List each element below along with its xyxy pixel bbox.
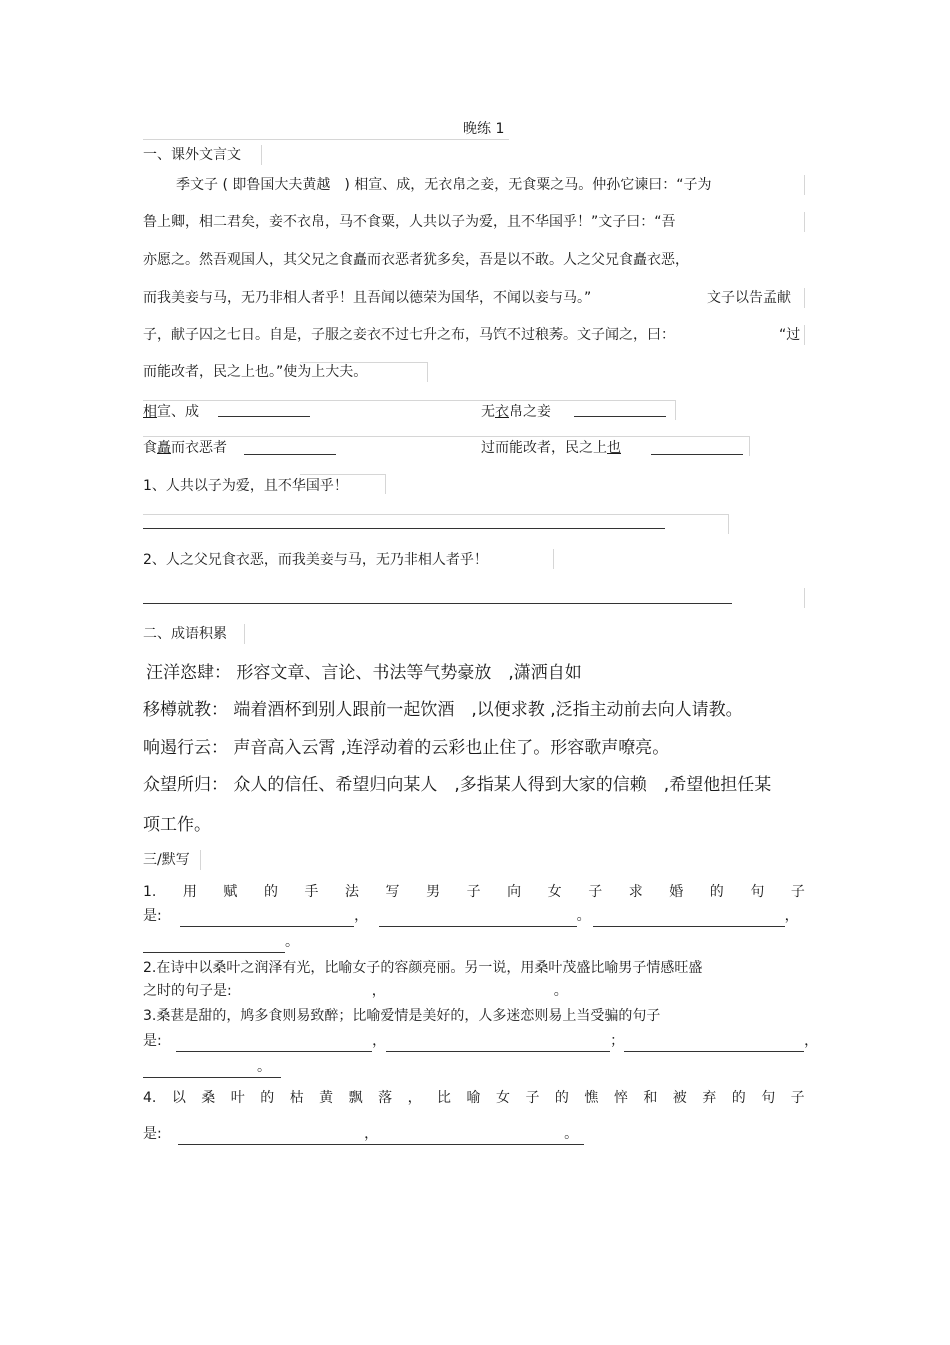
dictation-q2-line1: 2.在诗中以桑叶之润泽有光，比喻女子的容颜亮丽。另一说，用桑叶茂盛比喻男子情感旺盛 — [143, 960, 703, 976]
dictation-q2-line2: 之时的句子是: ， 。 — [143, 983, 568, 999]
section1-heading: 一、课外文言文 — [143, 147, 241, 163]
word-blank-3[interactable] — [244, 454, 336, 455]
answer-blank[interactable] — [232, 981, 372, 1001]
section3-heading-edge — [200, 850, 201, 870]
passage-line-5: 子，献子囚之七日。自是，子服之妾衣不过七升之布，马饩不过稂莠。文子闻之，曰： — [143, 327, 675, 343]
answer-blank[interactable] — [143, 1057, 257, 1078]
q1-box-edge — [385, 474, 386, 494]
idiom-definition: 众人的信任、希望归向某人 ,多指某人得到大家的信赖 ,希望他担任某 — [233, 775, 772, 795]
translate-answer-line-1[interactable] — [143, 528, 665, 529]
word-item-4: 过而能改者，民之上也 — [481, 440, 621, 456]
idiom-4 — [143, 773, 771, 797]
margin-mark-4 — [804, 325, 805, 345]
answer-blank[interactable] — [180, 906, 354, 927]
answer-blank[interactable] — [386, 1031, 610, 1052]
section3-heading: 三/默写 — [143, 852, 190, 868]
passage-box-edge — [427, 362, 428, 382]
heading-box-edge — [261, 145, 262, 165]
answer-blank[interactable] — [178, 1124, 364, 1145]
idiom-definition: 形容文章、言论、书法等气势豪放 ,潇洒自如 — [236, 663, 582, 683]
dictation-q4-line2: 是: ， 。 — [143, 1124, 584, 1145]
passage-box-top — [300, 362, 428, 363]
passage-line-4: 而我美妾与马，无乃非相人者乎！且吾闻以德荣为国华，不闻以妾与马。” — [143, 290, 592, 306]
title-rule — [143, 139, 509, 140]
translate-question-1: 1、人共以子为爱，且不华国乎！ — [143, 478, 348, 494]
dictation-q3-line1: 3.桑葚是甜的，鸠多食则易致醉；比喻爱情是美好的，人多迷恋则易上当受骗的句子 — [143, 1008, 661, 1024]
dictation-q1-line3: 。 — [143, 932, 299, 953]
margin-mark-5 — [804, 588, 805, 608]
word-blank-1[interactable] — [218, 416, 310, 417]
answer-blank[interactable] — [593, 906, 785, 927]
word-row1-edge — [675, 400, 676, 420]
answer-blank[interactable] — [143, 932, 285, 953]
answer-blank[interactable] — [624, 1031, 804, 1052]
word-item-1: 相宣、成 — [143, 404, 199, 420]
idiom-1 — [146, 661, 582, 685]
idiom-2 — [143, 698, 743, 722]
idiom-term: 众望所归： — [143, 775, 228, 795]
answer-blank[interactable] — [176, 1031, 372, 1052]
word-item-3: 食矗而衣恶者 — [143, 440, 227, 456]
passage-line-2: 鲁上卿，相二君矣，妾不衣帛，马不食粟，人共以子为爱，且不华国乎！”文子曰：“吾 — [143, 214, 676, 230]
translate-answer-line-2[interactable] — [143, 603, 732, 604]
section2-heading-edge — [244, 624, 245, 644]
page-title: 晚练 1 — [463, 121, 505, 137]
q2-box-edge — [553, 549, 554, 569]
idiom-term: 响遏行云： — [143, 738, 228, 758]
answer-blank[interactable] — [379, 906, 577, 927]
passage-line-4-tail: 文子以告孟献 — [707, 290, 791, 306]
idiom-definition: 端着酒杯到别人跟前一起饮酒 ,以便求教 ,泛指主动前去向人请教。 — [233, 700, 743, 720]
idiom-4-continued: 项工作。 — [143, 815, 211, 835]
section2-heading: 二、成语积累 — [143, 626, 227, 642]
answer1-box-top — [143, 514, 728, 515]
dictation-q1-line1: 1. 用 赋 的 手 法 写 男 子 向 女 子 求 婚 的 句 子 — [143, 884, 805, 900]
dictation-q3-line3: 。 — [143, 1057, 281, 1078]
answer-blank[interactable] — [378, 1124, 564, 1145]
dictation-q3-line2: 是: ， ； ， — [143, 1031, 818, 1052]
margin-mark-2 — [804, 212, 805, 232]
margin-mark-1 — [804, 175, 805, 195]
idiom-term: 移樽就教： — [143, 700, 228, 720]
q1-box-top — [300, 474, 386, 475]
answer-blank[interactable] — [386, 981, 554, 1001]
passage-line-5-tail: “过 — [779, 327, 801, 343]
idiom-term: 汪洋恣肆： — [146, 663, 231, 683]
word-row2-edge — [749, 436, 750, 456]
idiom-definition: 声音高入云霄 ,连浮动着的云彩也止住了。形容歌声嘹亮。 — [233, 738, 670, 758]
margin-mark-3 — [804, 288, 805, 308]
word-blank-4[interactable] — [651, 454, 743, 455]
word-row1-rule — [143, 400, 675, 401]
word-blank-2[interactable] — [574, 416, 666, 417]
dictation-q1-line2: 是: ， 。 ， — [143, 906, 799, 927]
passage-line-6: 而能改者，民之上也。”使为上大夫。 — [143, 364, 368, 380]
word-row2-rule — [143, 436, 749, 437]
dictation-q4-line1: 4. 以 桑 叶 的 枯 黄 飘 落 ， 比 喻 女 子 的 憔 悴 和 被 弃 的 句 子 — [143, 1090, 805, 1106]
idiom-3 — [143, 736, 669, 760]
answer1-box-edge — [728, 514, 729, 534]
translate-question-2: 2、人之父兄食衣恶，而我美妾与马，无乃非相人者乎！ — [143, 552, 488, 568]
passage-line-1: 季文子 ( 即鲁国大夫黄越 ) 相宣、成，无衣帛之妾，无食粟之马。仲孙它谏曰：“子为 — [176, 177, 712, 193]
passage-line-3: 亦愿之。然吾观国人，其父兄之食矗而衣恶者犹多矣，吾是以不敢。人之父兄食矗衣恶， — [143, 252, 689, 268]
word-item-2: 无衣帛之妾 — [481, 404, 551, 420]
